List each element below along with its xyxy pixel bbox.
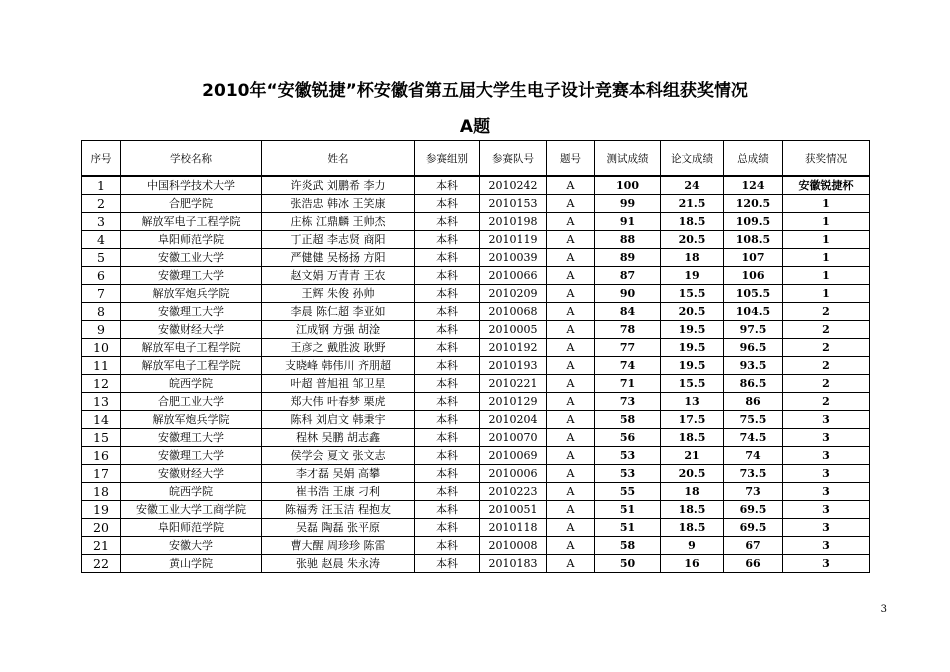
- header-paper-score: 论文成绩: [661, 141, 724, 177]
- cell-award: 3: [783, 429, 870, 447]
- cell-index: 18: [82, 483, 121, 501]
- header-names: 姓名: [262, 141, 415, 177]
- cell-index: 2: [82, 195, 121, 213]
- cell-index: 16: [82, 447, 121, 465]
- cell-team-id: 2010204: [480, 411, 547, 429]
- cell-school: 阜阳师范学院: [121, 231, 262, 249]
- cell-paper-score: 13: [661, 393, 724, 411]
- cell-team-id: 2010242: [480, 176, 547, 195]
- cell-award: 2: [783, 375, 870, 393]
- cell-group: 本科: [415, 375, 480, 393]
- cell-total-score: 69.5: [724, 519, 783, 537]
- table-row: [82, 519, 870, 537]
- cell-names: 崔书浩 王康 刁利: [262, 483, 415, 501]
- cell-names: 陈福秀 汪玉洁 程抱友: [262, 501, 415, 519]
- cell-test-score: 58: [595, 537, 661, 555]
- cell-team-id: 2010119: [480, 231, 547, 249]
- cell-school: 安徽理工大学: [121, 429, 262, 447]
- cell-total-score: 108.5: [724, 231, 783, 249]
- cell-school: 安徽理工大学: [121, 303, 262, 321]
- cell-paper-score: 18: [661, 249, 724, 267]
- cell-group: 本科: [415, 339, 480, 357]
- cell-group: 本科: [415, 249, 480, 267]
- cell-paper-score: 21: [661, 447, 724, 465]
- cell-index: 8: [82, 303, 121, 321]
- cell-total-score: 86.5: [724, 375, 783, 393]
- cell-group: 本科: [415, 519, 480, 537]
- cell-group: 本科: [415, 393, 480, 411]
- cell-paper-score: 16: [661, 555, 724, 573]
- results-table: [81, 140, 870, 573]
- header-problem: 题号: [547, 141, 595, 177]
- cell-names: 王彦之 戴胜波 耿野: [262, 339, 415, 357]
- cell-paper-score: 20.5: [661, 465, 724, 483]
- cell-names: 李才磊 吴娟 高攀: [262, 465, 415, 483]
- cell-names: 江成钢 方强 胡淦: [262, 321, 415, 339]
- cell-total-score: 96.5: [724, 339, 783, 357]
- cell-award: 2: [783, 303, 870, 321]
- cell-total-score: 69.5: [724, 501, 783, 519]
- cell-paper-score: 20.5: [661, 231, 724, 249]
- cell-test-score: 51: [595, 501, 661, 519]
- cell-total-score: 74.5: [724, 429, 783, 447]
- cell-school: 安徽理工大学: [121, 267, 262, 285]
- cell-award: 2: [783, 339, 870, 357]
- header-award: 获奖情况: [783, 141, 870, 177]
- cell-paper-score: 21.5: [661, 195, 724, 213]
- cell-names: 叶超 普旭祖 邹卫星: [262, 375, 415, 393]
- cell-names: 许炎武 刘鹏希 李力: [262, 176, 415, 195]
- cell-test-score: 71: [595, 375, 661, 393]
- table-row: [82, 483, 870, 501]
- cell-index: 10: [82, 339, 121, 357]
- cell-index: 6: [82, 267, 121, 285]
- cell-award: 1: [783, 249, 870, 267]
- page-number: 3: [880, 604, 887, 615]
- cell-group: 本科: [415, 213, 480, 231]
- cell-school: 解放军电子工程学院: [121, 357, 262, 375]
- cell-team-id: 2010070: [480, 429, 547, 447]
- cell-school: 黄山学院: [121, 555, 262, 573]
- cell-problem: A: [547, 213, 595, 231]
- cell-group: 本科: [415, 447, 480, 465]
- cell-award: 1: [783, 231, 870, 249]
- cell-paper-score: 17.5: [661, 411, 724, 429]
- cell-total-score: 67: [724, 537, 783, 555]
- cell-school: 安徽财经大学: [121, 321, 262, 339]
- header-test-score: 测试成绩: [595, 141, 661, 177]
- cell-group: 本科: [415, 231, 480, 249]
- cell-problem: A: [547, 267, 595, 285]
- cell-names: 赵文娟 万青青 王农: [262, 267, 415, 285]
- cell-test-score: 87: [595, 267, 661, 285]
- table-row: [82, 213, 870, 231]
- cell-group: 本科: [415, 267, 480, 285]
- cell-test-score: 51: [595, 519, 661, 537]
- cell-total-score: 120.5: [724, 195, 783, 213]
- cell-problem: A: [547, 429, 595, 447]
- cell-names: 程林 吴鹏 胡志鑫: [262, 429, 415, 447]
- cell-school: 阜阳师范学院: [121, 519, 262, 537]
- cell-school: 皖西学院: [121, 483, 262, 501]
- cell-school: 安徽工业大学: [121, 249, 262, 267]
- cell-paper-score: 19.5: [661, 321, 724, 339]
- cell-paper-score: 18.5: [661, 213, 724, 231]
- cell-group: 本科: [415, 303, 480, 321]
- cell-total-score: 106: [724, 267, 783, 285]
- cell-names: 陈科 刘启文 韩秉宇: [262, 411, 415, 429]
- cell-names: 侯学会 夏文 张文志: [262, 447, 415, 465]
- table-row: [82, 303, 870, 321]
- header-index: 序号: [82, 141, 121, 177]
- cell-award: 3: [783, 501, 870, 519]
- cell-team-id: 2010209: [480, 285, 547, 303]
- cell-team-id: 2010005: [480, 321, 547, 339]
- cell-group: 本科: [415, 195, 480, 213]
- cell-award: 3: [783, 483, 870, 501]
- cell-award: 1: [783, 213, 870, 231]
- cell-problem: A: [547, 447, 595, 465]
- cell-test-score: 58: [595, 411, 661, 429]
- cell-names: 严健健 吴杨扬 方阳: [262, 249, 415, 267]
- cell-school: 安徽工业大学工商学院: [121, 501, 262, 519]
- cell-test-score: 90: [595, 285, 661, 303]
- cell-award: 3: [783, 537, 870, 555]
- cell-award: 1: [783, 195, 870, 213]
- cell-paper-score: 18: [661, 483, 724, 501]
- table-header-row: [82, 141, 870, 177]
- cell-test-score: 88: [595, 231, 661, 249]
- cell-index: 19: [82, 501, 121, 519]
- cell-paper-score: 19: [661, 267, 724, 285]
- table-row: [82, 267, 870, 285]
- cell-team-id: 2010068: [480, 303, 547, 321]
- cell-total-score: 74: [724, 447, 783, 465]
- cell-team-id: 2010039: [480, 249, 547, 267]
- cell-test-score: 73: [595, 393, 661, 411]
- cell-problem: A: [547, 231, 595, 249]
- cell-names: 李晨 陈仁超 李亚如: [262, 303, 415, 321]
- cell-index: 5: [82, 249, 121, 267]
- cell-school: 合肥学院: [121, 195, 262, 213]
- cell-problem: A: [547, 176, 595, 195]
- cell-school: 皖西学院: [121, 375, 262, 393]
- cell-problem: A: [547, 195, 595, 213]
- cell-total-score: 66: [724, 555, 783, 573]
- cell-group: 本科: [415, 321, 480, 339]
- cell-problem: A: [547, 483, 595, 501]
- table-row: [82, 195, 870, 213]
- table-row: [82, 249, 870, 267]
- header-group: 参赛组别: [415, 141, 480, 177]
- cell-test-score: 89: [595, 249, 661, 267]
- cell-total-score: 97.5: [724, 321, 783, 339]
- cell-index: 7: [82, 285, 121, 303]
- cell-paper-score: 9: [661, 537, 724, 555]
- table-row: [82, 555, 870, 573]
- cell-names: 曹大醒 周珍珍 陈雷: [262, 537, 415, 555]
- cell-group: 本科: [415, 176, 480, 195]
- cell-index: 22: [82, 555, 121, 573]
- cell-problem: A: [547, 321, 595, 339]
- cell-test-score: 53: [595, 447, 661, 465]
- cell-names: 张驰 赵晨 朱永涛: [262, 555, 415, 573]
- cell-total-score: 124: [724, 176, 783, 195]
- cell-problem: A: [547, 411, 595, 429]
- table-body: [82, 176, 870, 573]
- cell-total-score: 105.5: [724, 285, 783, 303]
- cell-names: 王辉 朱俊 孙帅: [262, 285, 415, 303]
- cell-index: 11: [82, 357, 121, 375]
- header-team-id: 参赛队号: [480, 141, 547, 177]
- cell-team-id: 2010118: [480, 519, 547, 537]
- cell-team-id: 2010223: [480, 483, 547, 501]
- cell-test-score: 84: [595, 303, 661, 321]
- cell-team-id: 2010008: [480, 537, 547, 555]
- cell-problem: A: [547, 519, 595, 537]
- cell-award: 安徽锐捷杯: [783, 176, 870, 195]
- cell-names: 张浩忠 韩冰 王笑康: [262, 195, 415, 213]
- cell-index: 9: [82, 321, 121, 339]
- cell-index: 1: [82, 176, 121, 195]
- table-row: [82, 375, 870, 393]
- cell-school: 安徽大学: [121, 537, 262, 555]
- cell-team-id: 2010006: [480, 465, 547, 483]
- table-row: [82, 465, 870, 483]
- cell-problem: A: [547, 357, 595, 375]
- cell-problem: A: [547, 303, 595, 321]
- cell-team-id: 2010198: [480, 213, 547, 231]
- cell-award: 3: [783, 519, 870, 537]
- section-subtitle: A题: [459, 117, 491, 137]
- cell-total-score: 73.5: [724, 465, 783, 483]
- cell-total-score: 104.5: [724, 303, 783, 321]
- cell-award: 3: [783, 555, 870, 573]
- cell-names: 庄栋 江鼎麟 王帅杰: [262, 213, 415, 231]
- table-row: [82, 339, 870, 357]
- cell-group: 本科: [415, 411, 480, 429]
- cell-test-score: 77: [595, 339, 661, 357]
- cell-problem: A: [547, 501, 595, 519]
- cell-test-score: 78: [595, 321, 661, 339]
- cell-team-id: 2010192: [480, 339, 547, 357]
- cell-problem: A: [547, 537, 595, 555]
- table-row: [82, 429, 870, 447]
- cell-index: 20: [82, 519, 121, 537]
- cell-school: 解放军电子工程学院: [121, 339, 262, 357]
- cell-group: 本科: [415, 537, 480, 555]
- cell-problem: A: [547, 249, 595, 267]
- cell-index: 21: [82, 537, 121, 555]
- table-row: [82, 321, 870, 339]
- cell-test-score: 56: [595, 429, 661, 447]
- cell-team-id: 2010221: [480, 375, 547, 393]
- cell-problem: A: [547, 393, 595, 411]
- cell-team-id: 2010069: [480, 447, 547, 465]
- cell-group: 本科: [415, 465, 480, 483]
- cell-problem: A: [547, 465, 595, 483]
- cell-school: 合肥工业大学: [121, 393, 262, 411]
- cell-group: 本科: [415, 357, 480, 375]
- cell-school: 解放军炮兵学院: [121, 411, 262, 429]
- cell-paper-score: 18.5: [661, 501, 724, 519]
- cell-award: 3: [783, 411, 870, 429]
- cell-problem: A: [547, 339, 595, 357]
- cell-paper-score: 19.5: [661, 357, 724, 375]
- cell-index: 13: [82, 393, 121, 411]
- table-row: [82, 231, 870, 249]
- cell-group: 本科: [415, 555, 480, 573]
- cell-paper-score: 19.5: [661, 339, 724, 357]
- cell-problem: A: [547, 555, 595, 573]
- cell-index: 12: [82, 375, 121, 393]
- cell-index: 14: [82, 411, 121, 429]
- cell-team-id: 2010129: [480, 393, 547, 411]
- cell-test-score: 50: [595, 555, 661, 573]
- cell-names: 丁正超 李志贤 商阳: [262, 231, 415, 249]
- cell-school: 安徽财经大学: [121, 465, 262, 483]
- cell-total-score: 107: [724, 249, 783, 267]
- cell-award: 1: [783, 267, 870, 285]
- cell-paper-score: 15.5: [661, 285, 724, 303]
- cell-problem: A: [547, 285, 595, 303]
- cell-problem: A: [547, 375, 595, 393]
- cell-school: 解放军炮兵学院: [121, 285, 262, 303]
- cell-award: 3: [783, 465, 870, 483]
- cell-test-score: 53: [595, 465, 661, 483]
- cell-paper-score: 15.5: [661, 375, 724, 393]
- cell-school: 中国科学技术大学: [121, 176, 262, 195]
- cell-total-score: 109.5: [724, 213, 783, 231]
- cell-group: 本科: [415, 285, 480, 303]
- cell-index: 15: [82, 429, 121, 447]
- cell-team-id: 2010183: [480, 555, 547, 573]
- cell-team-id: 2010066: [480, 267, 547, 285]
- cell-names: 支晓峰 韩伟川 齐朋超: [262, 357, 415, 375]
- table-row: [82, 537, 870, 555]
- table-row: [82, 501, 870, 519]
- cell-paper-score: 20.5: [661, 303, 724, 321]
- cell-total-score: 86: [724, 393, 783, 411]
- cell-team-id: 2010051: [480, 501, 547, 519]
- page-title: 2010年“安徽锐捷”杯安徽省第五届大学生电子设计竞赛本科组获奖情况: [202, 81, 748, 101]
- cell-award: 2: [783, 393, 870, 411]
- cell-index: 3: [82, 213, 121, 231]
- cell-team-id: 2010153: [480, 195, 547, 213]
- cell-award: 1: [783, 285, 870, 303]
- cell-paper-score: 18.5: [661, 519, 724, 537]
- table-row: [82, 411, 870, 429]
- cell-school: 安徽理工大学: [121, 447, 262, 465]
- cell-test-score: 55: [595, 483, 661, 501]
- cell-index: 17: [82, 465, 121, 483]
- cell-team-id: 2010193: [480, 357, 547, 375]
- table-row: [82, 176, 870, 195]
- cell-award: 3: [783, 447, 870, 465]
- cell-group: 本科: [415, 429, 480, 447]
- cell-award: 2: [783, 357, 870, 375]
- table-row: [82, 447, 870, 465]
- cell-names: 吴磊 陶磊 张平原: [262, 519, 415, 537]
- table-row: [82, 285, 870, 303]
- cell-group: 本科: [415, 483, 480, 501]
- cell-test-score: 100: [595, 176, 661, 195]
- cell-paper-score: 24: [661, 176, 724, 195]
- table-row: [82, 357, 870, 375]
- cell-test-score: 74: [595, 357, 661, 375]
- table-row: [82, 393, 870, 411]
- cell-total-score: 73: [724, 483, 783, 501]
- cell-award: 2: [783, 321, 870, 339]
- cell-total-score: 75.5: [724, 411, 783, 429]
- header-total-score: 总成绩: [724, 141, 783, 177]
- cell-school: 解放军电子工程学院: [121, 213, 262, 231]
- header-school: 学校名称: [121, 141, 262, 177]
- cell-names: 郑大伟 叶春梦 栗虎: [262, 393, 415, 411]
- cell-test-score: 99: [595, 195, 661, 213]
- cell-index: 4: [82, 231, 121, 249]
- cell-total-score: 93.5: [724, 357, 783, 375]
- cell-test-score: 91: [595, 213, 661, 231]
- cell-group: 本科: [415, 501, 480, 519]
- cell-paper-score: 18.5: [661, 429, 724, 447]
